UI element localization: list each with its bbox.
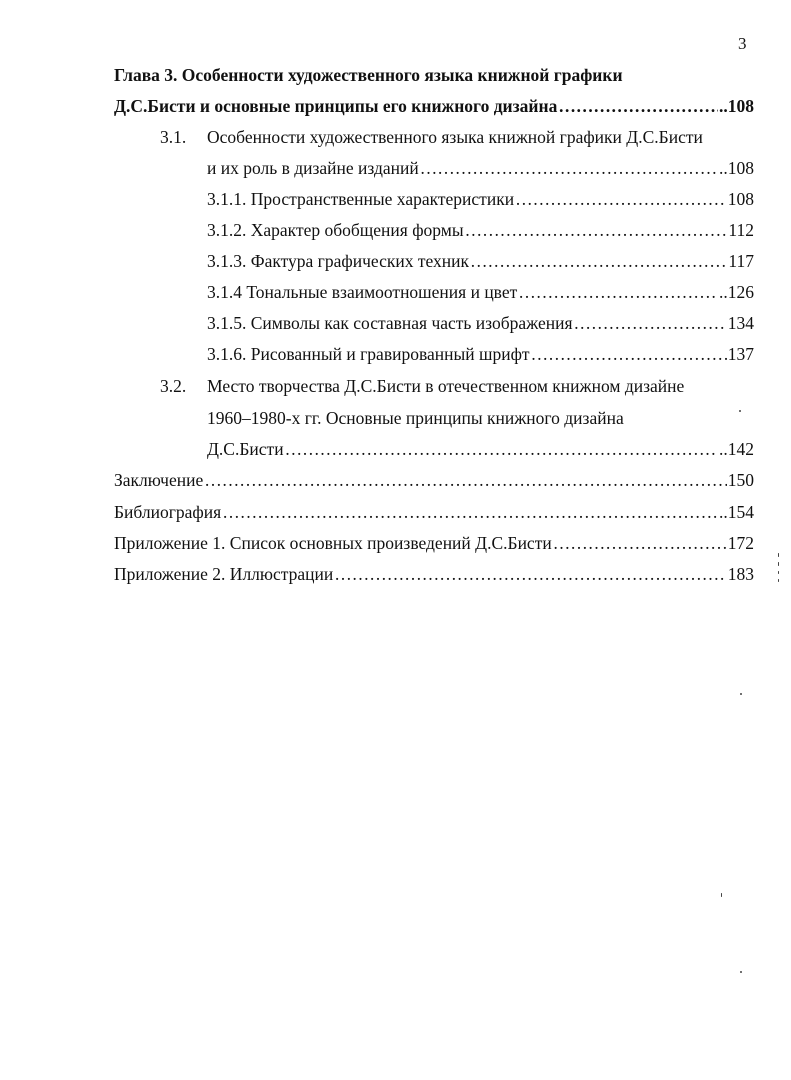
table-of-contents — [0, 60, 791, 620]
scan-speck — [778, 562, 779, 566]
dot-leader — [515, 184, 727, 214]
back-matter-title: Приложение 1. Список основных произведений Д.С.Бисти — [114, 533, 552, 553]
scan-speck — [740, 971, 742, 973]
section-3-2-title-line-3: Д.С.Бисти — [207, 439, 284, 459]
dot-leader — [574, 308, 727, 338]
subsection-page: 134 — [727, 313, 754, 333]
section-3-2-number: 3.2. — [160, 376, 187, 396]
toc-entry-conclusion — [114, 465, 754, 495]
dot-leader — [470, 246, 727, 276]
dot-leader — [558, 91, 718, 121]
dot-leader — [518, 277, 718, 307]
scan-speck — [721, 893, 722, 897]
section-3-1-page: ..108 — [719, 158, 754, 178]
toc-entry-subsection-3-1-6 — [207, 339, 754, 369]
back-matter-page: 172 — [727, 533, 754, 553]
dot-leader — [465, 215, 728, 245]
subsection-title: 3.1.4 Тональные взаимоотношения и цвет — [207, 282, 518, 302]
subsection-page: 112 — [728, 220, 754, 240]
subsection-page: 137 — [727, 344, 754, 364]
section-3-2-title-line-1: Место творчества Д.С.Бисти в отечественном книжном дизайне — [207, 376, 685, 396]
subsection-title: 3.1.1. Пространственные характеристики — [207, 189, 515, 209]
back-matter-title: Библиография — [114, 502, 222, 522]
toc-entry-bibliography — [114, 497, 754, 527]
scan-speck — [740, 693, 742, 695]
page-number: 3 — [738, 34, 747, 53]
toc-entry-subsection-3-1-2 — [207, 215, 754, 245]
subsection-title: 3.1.2. Характер обобщения формы — [207, 220, 464, 240]
toc-entry-subsection-3-1-3 — [207, 246, 754, 276]
dot-leader — [553, 528, 727, 558]
scan-speck — [778, 571, 779, 574]
chapter-3-page: ..108 — [719, 96, 754, 116]
subsection-page: 117 — [728, 251, 754, 271]
back-matter-title: Приложение 2. Иллюстрации — [114, 564, 334, 584]
chapter-3-title-line-2: Д.С.Бисти и основные принципы его книжного дизайна — [114, 96, 558, 116]
section-3-1-title-line-2: и их роль в дизайне изданий — [207, 158, 419, 178]
toc-entry-section-3-1 — [207, 153, 754, 183]
subsection-page: ..126 — [719, 282, 754, 302]
subsection-title: 3.1.6. Рисованный и гравированный шрифт — [207, 344, 530, 364]
section-3-1-title-line-1: Особенности художественного языка книжной графики Д.С.Бисти — [207, 127, 703, 147]
scan-speck — [778, 553, 779, 557]
dot-leader — [531, 339, 727, 369]
scan-speck — [739, 410, 741, 412]
toc-entry-appendix-1 — [114, 528, 754, 558]
section-3-1-number: 3.1. — [160, 127, 187, 147]
dot-leader — [334, 559, 727, 589]
dot-leader — [420, 153, 718, 183]
back-matter-page: 183 — [727, 564, 754, 584]
section-3-2-page: ..142 — [719, 439, 754, 459]
toc-entry-section-3-2 — [207, 434, 754, 464]
scan-speck — [778, 579, 779, 582]
toc-entry-subsection-3-1-4 — [207, 277, 754, 307]
back-matter-title: Заключение — [114, 470, 204, 490]
dot-leader — [204, 465, 727, 495]
toc-entry-appendix-2 — [114, 559, 754, 589]
back-matter-page: ..154 — [719, 502, 754, 522]
chapter-3-title-line-1: Глава 3. Особенности художественного языка книжной графики — [114, 65, 623, 85]
toc-entry-chapter-3 — [114, 91, 754, 121]
toc-entry-subsection-3-1-5 — [207, 308, 754, 338]
section-3-2-title-line-2: 1960–1980-х гг. Основные принципы книжного дизайна — [207, 408, 624, 428]
subsection-title: 3.1.5. Символы как составная часть изображения — [207, 313, 573, 333]
dot-leader — [222, 497, 718, 527]
subsection-title: 3.1.3. Фактура графических техник — [207, 251, 470, 271]
toc-entry-subsection-3-1-1 — [207, 184, 754, 214]
dot-leader — [285, 434, 718, 464]
subsection-page: 108 — [727, 189, 754, 209]
back-matter-page: 150 — [727, 470, 754, 490]
